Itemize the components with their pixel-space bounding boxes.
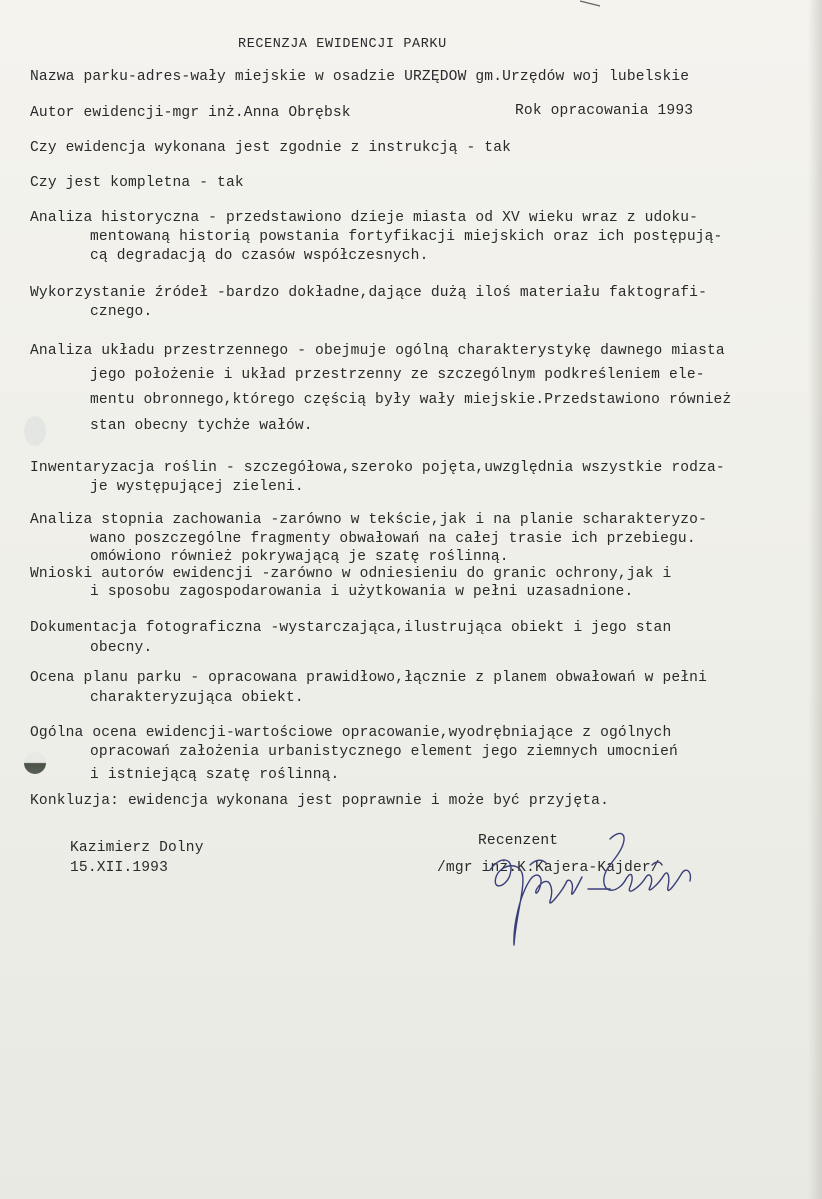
text-line: Wykorzystanie źródeł -bardzo dokładne,dające dużą iloś materiału faktografi- bbox=[30, 285, 707, 301]
text-line: Czy jest kompletna - tak bbox=[30, 175, 244, 191]
punch-hole bbox=[24, 752, 46, 774]
text-line: charakteryzująca obiekt. bbox=[90, 690, 304, 706]
reviewer-name: /mgr inż.K.Kajera-Kajder/ bbox=[437, 860, 660, 876]
text-line: cznego. bbox=[90, 304, 153, 320]
text-line: Ogólna ocena ewidencji-wartościowe opracowanie,wyodrębniające z ogólnych bbox=[30, 725, 672, 741]
text-line: i sposobu zagospodarowania i użytkowania w pełni uzasadnione. bbox=[90, 584, 634, 600]
text-line: Analiza historyczna - przedstawiono dzieje miasta od XV wieku wraz z udoku- bbox=[30, 210, 699, 226]
text-line: wano poszczególne fragmenty obwałowań na całej trasie ich przebiegu. bbox=[90, 531, 696, 547]
text-line: obecny. bbox=[90, 640, 153, 656]
reviewer-label: Recenzent bbox=[478, 833, 559, 849]
text-line: mentu obronnego,którego częścią były wały miejskie.Przedstawiono również bbox=[90, 392, 732, 408]
text-line: je występującej zieleni. bbox=[90, 479, 304, 495]
text-line: omówiono również pokrywającą je szatę roślinną. bbox=[90, 549, 509, 565]
page-edge-shadow bbox=[808, 0, 822, 1199]
text-line: Wnioski autorów ewidencji -zarówno w odniesieniu do granic ochrony,jak i bbox=[30, 566, 672, 582]
text-line: mentowaną historią powstania fortyfikacji miejskich oraz ich postępują- bbox=[90, 229, 723, 245]
text-line: Czy ewidencja wykonana jest zgodnie z instrukcją - tak bbox=[30, 140, 512, 156]
document-title: RECENZJA EWIDENCJI PARKU bbox=[238, 37, 447, 52]
text-line: Konkluzja: ewidencja wykonana jest poprawnie i może być przyjęta. bbox=[30, 793, 609, 809]
signing-date: 15.XII.1993 bbox=[70, 860, 168, 876]
signing-place: Kazimierz Dolny bbox=[70, 840, 204, 856]
punch-hole bbox=[24, 416, 46, 446]
text-line: Autor ewidencji-mgr inż.Anna Obrębsk bbox=[30, 105, 351, 121]
text-line: Dokumentacja fotograficzna -wystarczająca,ilustrująca obiekt i jego stan bbox=[30, 620, 672, 636]
text-line: Analiza stopnia zachowania -zarówno w tekście,jak i na planie scharakteryzo- bbox=[30, 512, 707, 528]
text-line: Rok opracowania 1993 bbox=[515, 103, 694, 119]
text-line: Inwentaryzacja roślin - szczegółowa,szeroko pojęta,uwzględnia wszystkie rodza- bbox=[30, 460, 725, 476]
text-line: Ocena planu parku - opracowana prawidłowo,łącznie z planem obwałowań w pełni bbox=[30, 670, 707, 686]
text-line: Nazwa parku-adres-wały miejskie w osadzie URZĘDOW gm.Urzędów woj lubelskie bbox=[30, 69, 690, 85]
text-line: cą degradacją do czasów współczesnych. bbox=[90, 248, 429, 264]
text-line: jego położenie i układ przestrzenny ze szczególnym podkreśleniem ele- bbox=[90, 367, 705, 383]
text-line: stan obecny tychże wałów. bbox=[90, 418, 313, 434]
text-line: i istniejącą szatę roślinną. bbox=[90, 767, 340, 783]
ink-mark bbox=[575, 0, 605, 10]
text-line: Analiza układu przestrzennego - obejmuje ogólną charakterystykę dawnego miasta bbox=[30, 343, 725, 359]
handwritten-signature bbox=[470, 825, 720, 955]
text-line: opracowań założenia urbanistycznego element jego ziemnych umocnień bbox=[90, 744, 678, 760]
